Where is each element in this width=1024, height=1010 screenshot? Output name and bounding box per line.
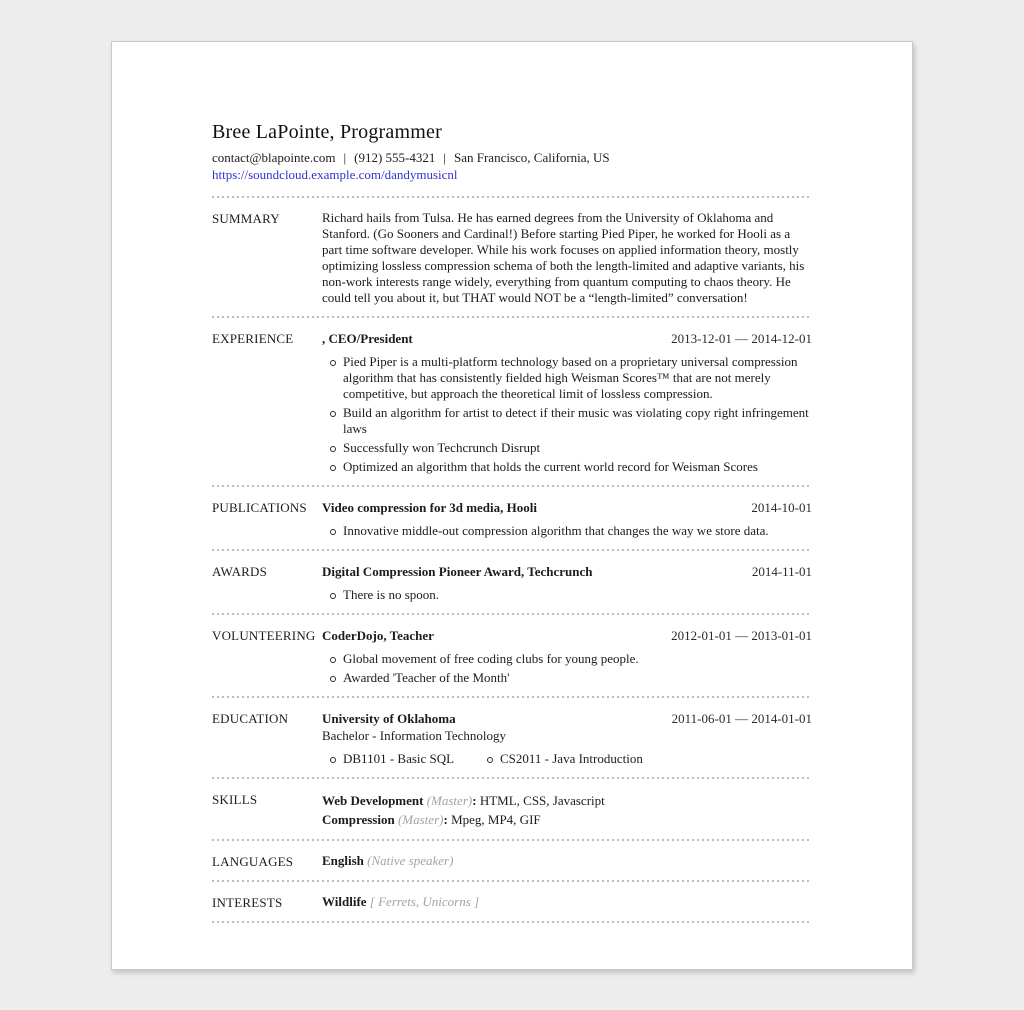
language-name: English bbox=[322, 853, 364, 868]
education-dates: 2011-06-01 — 2014-01-01 bbox=[671, 711, 812, 726]
volunteering-item-header bbox=[322, 627, 812, 644]
contact-email: contact@blapointe.com bbox=[212, 150, 336, 165]
section-label-interests: INTERESTS bbox=[212, 895, 283, 910]
language-level: (Native speaker) bbox=[367, 853, 454, 868]
skill-colon: : bbox=[472, 793, 477, 808]
education-school: University of Oklahoma bbox=[322, 711, 456, 726]
publication-bullet-list bbox=[322, 523, 812, 539]
section-education bbox=[212, 698, 812, 777]
contact-separator: | bbox=[443, 150, 446, 165]
profile-link[interactable]: https://soundcloud.example.com/dandymusicnl bbox=[212, 167, 458, 182]
contact-location: San Francisco, California, US bbox=[453, 150, 610, 165]
skill-level: (Master) bbox=[397, 812, 444, 827]
publication-title: Video compression for 3d media, Hooli bbox=[322, 500, 537, 515]
section-experience bbox=[212, 318, 812, 485]
contact-phone: (912) 555-4321 bbox=[354, 150, 436, 165]
interest-name: Wildlife bbox=[322, 894, 367, 909]
summary-text: Richard hails from Tulsa. He has earned degrees from the University of Oklahoma and Stanford. (Go Sooners and Cardinal!) Before starting Pied Piper, he worked for Hooli as a part time software developer. While his work focuses on applied information theory, mostly optimizing lossless compression schema of both the length-limited and adaptive variants, his non-work interests range widely, everything from quantum computing to chaos theory. He could tell you about it, but THAT would NOT be a “length-limited” conversation! bbox=[322, 210, 805, 305]
skill-item bbox=[322, 810, 812, 829]
experience-title: , CEO/President bbox=[322, 331, 413, 346]
publication-item-header bbox=[322, 499, 812, 516]
interests-content bbox=[322, 894, 812, 911]
publications-content bbox=[322, 499, 812, 539]
resume-page bbox=[111, 41, 913, 970]
award-date: 2014-11-01 bbox=[751, 564, 812, 579]
section-awards bbox=[212, 551, 812, 613]
award-item-header bbox=[322, 563, 812, 580]
interest-detail: [ Ferrets, Unicorns ] bbox=[369, 894, 480, 909]
section-interests bbox=[212, 882, 812, 921]
contact-separator: | bbox=[343, 150, 347, 165]
resume-header bbox=[212, 120, 812, 196]
section-label-summary: SUMMARY bbox=[212, 211, 280, 226]
section-label-publications: PUBLICATIONS bbox=[212, 500, 307, 515]
resume-name: Bree LaPointe, Programmer bbox=[212, 121, 442, 143]
section-label-skills: SKILLS bbox=[212, 792, 258, 807]
languages-content bbox=[322, 853, 812, 870]
publication-date: 2014-10-01 bbox=[751, 500, 812, 515]
education-content bbox=[322, 710, 812, 767]
section-label-volunteering: VOLUNTEERING bbox=[212, 628, 316, 643]
volunteering-content bbox=[322, 627, 812, 686]
skill-name: Compression bbox=[322, 812, 395, 827]
education-course-list bbox=[322, 751, 812, 767]
list-item: DB1101 - Basic SQL bbox=[322, 751, 479, 767]
list-item: Optimized an algorithm that holds the current world record for Weisman Scores bbox=[322, 459, 812, 475]
list-item: Innovative middle-out compression algorithm that changes the way we store data. bbox=[322, 523, 812, 539]
volunteering-bullet-list bbox=[322, 651, 812, 686]
list-item: Build an algorithm for artist to detect if their music was violating copy right infringement laws bbox=[322, 405, 812, 437]
skill-colon: : bbox=[443, 812, 448, 827]
award-title: Digital Compression Pioneer Award, Techcrunch bbox=[322, 564, 593, 579]
skill-details: Mpeg, MP4, GIF bbox=[451, 812, 541, 827]
education-item-header bbox=[322, 710, 812, 727]
list-item: CS2011 - Java Introduction bbox=[479, 751, 643, 767]
experience-item-header bbox=[322, 330, 812, 347]
contact-line bbox=[212, 150, 812, 166]
list-item: Awarded 'Teacher of the Month' bbox=[322, 670, 812, 686]
award-bullet-list bbox=[322, 587, 812, 603]
section-summary bbox=[212, 198, 812, 316]
section-label-languages: LANGUAGES bbox=[212, 854, 294, 869]
section-label-experience: EXPERIENCE bbox=[212, 331, 294, 346]
interest-item bbox=[322, 894, 812, 910]
awards-content bbox=[322, 563, 812, 603]
skills-content bbox=[322, 791, 812, 829]
skill-details: HTML, CSS, Javascript bbox=[479, 793, 605, 808]
section-label-education: EDUCATION bbox=[212, 711, 289, 726]
volunteering-dates: 2012-01-01 — 2013-01-01 bbox=[671, 628, 812, 643]
experience-bullet-list bbox=[322, 354, 812, 475]
list-item: Successfully won Techcrunch Disrupt bbox=[322, 440, 812, 456]
summary-content bbox=[322, 210, 812, 306]
list-item: There is no spoon. bbox=[322, 587, 812, 603]
section-divider bbox=[212, 921, 812, 923]
section-publications bbox=[212, 487, 812, 549]
experience-content bbox=[322, 330, 812, 475]
education-degree: Bachelor - Information Technology bbox=[322, 728, 507, 743]
section-skills bbox=[212, 779, 812, 839]
list-item: Global movement of free coding clubs for young people. bbox=[322, 651, 812, 667]
volunteering-title: CoderDojo, Teacher bbox=[322, 628, 434, 643]
skill-level: (Master) bbox=[426, 793, 473, 808]
section-label-awards: AWARDS bbox=[212, 564, 268, 579]
list-item: Pied Piper is a multi-platform technology based on a proprietary universal compression algorithm that has consistently fielded high Weisman Scores™ that are not merely competitive, but approach the theoretical limit of lossless compression. bbox=[322, 354, 812, 402]
skill-item bbox=[322, 791, 812, 810]
skill-name: Web Development bbox=[322, 793, 424, 808]
experience-dates: 2013-12-01 — 2014-12-01 bbox=[671, 331, 812, 346]
language-item bbox=[322, 853, 812, 869]
section-volunteering bbox=[212, 615, 812, 696]
section-languages bbox=[212, 841, 812, 880]
